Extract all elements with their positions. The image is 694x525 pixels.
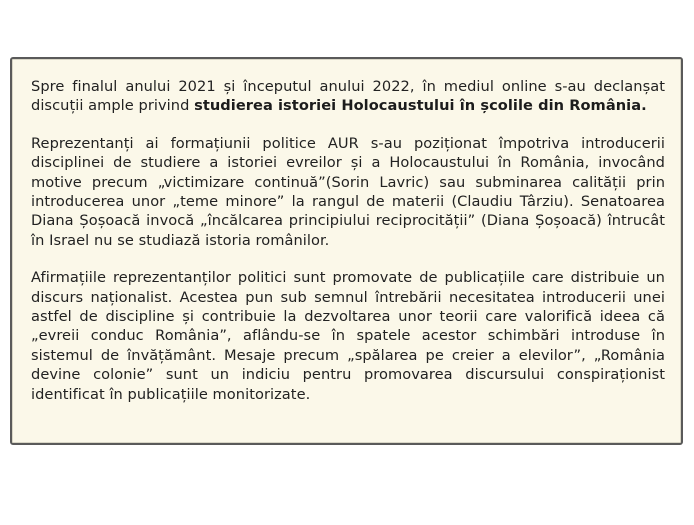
info-box [10, 57, 683, 445]
paragraph-intro-highlight: studierea istoriei Holocaustului în școlile din România. [194, 97, 647, 115]
paragraph-intro [31, 77, 665, 116]
paragraph-intro-text: Spre finalul anului 2021 și începutul anului 2022, în mediul online s-au declanșat discuții ample privind [31, 78, 665, 115]
paragraph-aur-positions: Reprezentanți ai formațiunii politice AUR s-au poziționat împotriva introducerii disciplinei de studiere a istoriei evreilor și a Holocaustului în România, invocând motive precum „victimizare continuă”(Sorin Lavric) sau subminarea calității prin introducerea unor „teme minore” la rangul de materii (Claudiu Târziu). Senatoarea Diana Șoșoacă invocă „încălcarea principiului reciprocității” (Diana Șoșoacă) întrucât în Israel nu se studiază istoria românilor. [31, 134, 665, 249]
paragraph-nationalist-discourse: Afirmațiile reprezentanților politici sunt promovate de publicațiile care distribuie un discurs naționalist. Acestea pun sub semnul întrebării necesitatea introducerii unei astfel de discipline și contribuie la dezvoltarea unor teorii care valorifică ideea că „evreii conduc România”, aflându-se în spatele acestor schimbări introduse în sistemul de învățământ. Mesaje precum „spălarea pe creier a elevilor”, „România devine colonie” sunt un indiciu pentru promovarea discursului conspiraționist identificat în publicațiile monitorizate. [31, 269, 665, 403]
